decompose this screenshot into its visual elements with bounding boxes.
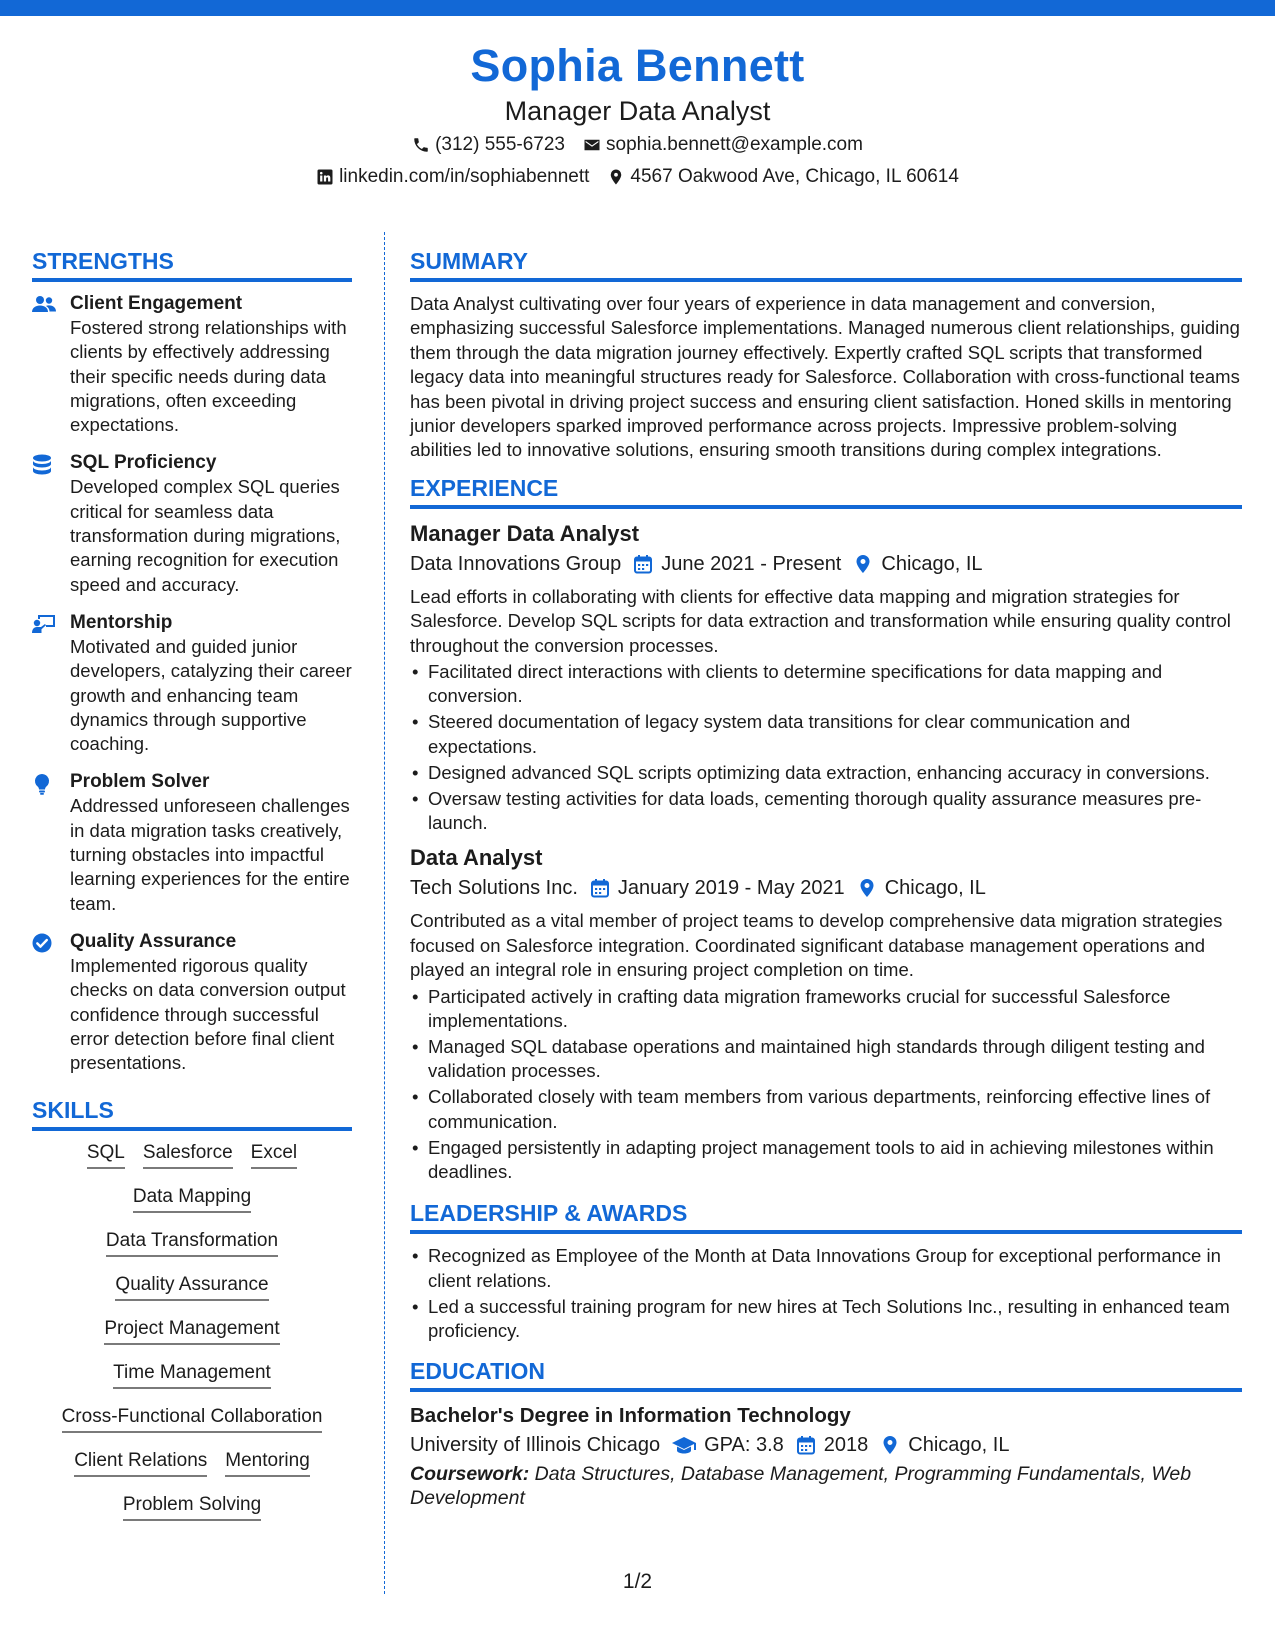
- skill-row: [32, 1493, 352, 1521]
- list-item: • Steered documentation of legacy system data transitions for clear communication and expectations.: [428, 710, 1242, 759]
- candidate-title: Manager Data Analyst: [504, 96, 771, 126]
- strength-item: [32, 611, 352, 756]
- coursework: [410, 1462, 1242, 1510]
- job-title: Manager Data Analyst: [410, 520, 640, 546]
- linkedin-text[interactable]: linkedin.com/in/sophiabennett: [339, 166, 590, 187]
- column-divider: [384, 232, 385, 1594]
- linkedin-icon: [316, 168, 334, 186]
- list-item: • Designed advanced SQL scripts optimizing data extraction, enhancing accuracy in conversions.: [428, 761, 1242, 785]
- strength-title: SQL Proficiency: [70, 452, 217, 474]
- degree-title: Bachelor's Degree in Information Technology: [410, 1403, 851, 1427]
- skill-tag: Salesforce: [143, 1141, 233, 1169]
- list-item: • Participated actively in crafting data migration frameworks crucial for successful Salesforce implementations.: [428, 985, 1242, 1034]
- strength-description: Motivated and guided junior developers, catalyzing their career growth and enhancing team dynamics through supportive coaching.: [70, 635, 352, 755]
- summary-text: Data Analyst cultivating over four years of experience in data management and conversion, emphasizing successful Salesforce implementations. Managed numerous client relationships, guiding them through the data migration journey effectively. Expertly crafted SQL scripts that transformed legacy data into meaningful structures ready for Salesforce. Collaboration with cross-functional teams has been pivotal in driving project success and ensuring client satisfaction. Honed skills in mentoring junior developers sparked improved performance across projects. Impressive problem-solving abilities led to innovative solutions, ensuring smooth transitions during complex integrations.: [410, 293, 1240, 461]
- skills-heading: SKILLS: [32, 1095, 352, 1131]
- skill-tag: Project Management: [104, 1317, 279, 1345]
- graduation-year: 2018: [823, 1433, 869, 1456]
- top-accent-bar: [0, 0, 1275, 16]
- contact-row-2: [0, 164, 1275, 190]
- map-pin-icon: [853, 554, 873, 574]
- address-contact: [607, 164, 959, 190]
- strength-title: Mentorship: [70, 611, 173, 633]
- calendar-icon: [633, 554, 653, 574]
- list-item: • Oversaw testing activities for data loads, cementing thorough quality assurance measures pre-launch.: [428, 787, 1242, 836]
- strength-item: [32, 292, 352, 437]
- job-dates: January 2019 - May 2021: [617, 877, 845, 900]
- skill-row: [32, 1229, 352, 1257]
- school-name: University of Illinois Chicago: [410, 1433, 661, 1456]
- skill-row: [32, 1141, 352, 1169]
- strength-description: Implemented rigorous quality checks on data conversion output confidence through successful error detection before final client presentations.: [70, 954, 346, 1074]
- right-column: [410, 246, 1242, 1510]
- strengths-heading: STRENGTHS: [32, 246, 352, 282]
- job-title: Data Analyst: [410, 845, 543, 871]
- job-location: Chicago, IL: [884, 877, 986, 900]
- education-meta: [410, 1430, 1242, 1460]
- phone-text: (312) 555-6723: [435, 134, 565, 155]
- strength-title: Problem Solver: [70, 771, 210, 793]
- list-item: • Recognized as Employee of the Month at Data Innovations Group for exceptional performance in client relations.: [428, 1244, 1242, 1293]
- calendar-icon: [590, 878, 610, 898]
- strength-item: [32, 930, 352, 1075]
- company-name: Data Innovations Group: [410, 552, 622, 575]
- map-pin-icon: [607, 168, 625, 186]
- email-contact[interactable]: [583, 132, 863, 158]
- users-icon: [32, 295, 56, 315]
- resume-header: [0, 40, 1275, 190]
- skill-row: [32, 1317, 352, 1345]
- list-item: • Facilitated direct interactions with clients to determine specifications for data mapping and conversion.: [428, 660, 1242, 709]
- school-location: Chicago, IL: [908, 1433, 1010, 1456]
- leadership-heading: LEADERSHIP & AWARDS: [410, 1198, 1242, 1234]
- skill-tag: Client Relations: [74, 1449, 207, 1477]
- skill-tag: Data Mapping: [133, 1185, 251, 1213]
- job-dates: June 2021 - Present: [661, 552, 842, 575]
- company-name: Tech Solutions Inc.: [410, 877, 578, 900]
- job-entry: [410, 843, 1242, 1184]
- skill-tag: Quality Assurance: [115, 1273, 268, 1301]
- coursework-label: Coursework:: [410, 1462, 530, 1485]
- phone-contact: [412, 132, 565, 158]
- summary-heading: SUMMARY: [410, 246, 1242, 282]
- envelope-icon: [583, 136, 601, 154]
- strength-item: [32, 770, 352, 915]
- experience-heading: EXPERIENCE: [410, 473, 1242, 509]
- job-bullets: [410, 985, 1242, 1185]
- leadership-bullets: [410, 1244, 1242, 1343]
- skill-tag: Problem Solving: [123, 1493, 261, 1521]
- strength-title: Quality Assurance: [70, 930, 237, 952]
- strength-description: Developed complex SQL queries critical for seamless data transformation during migrations, earning recognition for execution speed and accuracy.: [70, 476, 341, 595]
- lightbulb-icon: [32, 773, 52, 795]
- graduation-cap-icon: [672, 1435, 696, 1455]
- skill-tag: Time Management: [113, 1361, 271, 1389]
- list-item: • Led a successful training program for new hires at Tech Solutions Inc., resulting in enhanced team proficiency.: [428, 1295, 1242, 1344]
- skill-tag: Data Transformation: [106, 1229, 278, 1257]
- skill-row: [32, 1361, 352, 1389]
- map-pin-icon: [880, 1435, 900, 1455]
- contact-row-1: [0, 132, 1275, 158]
- phone-icon: [412, 136, 430, 154]
- skills-list: [32, 1141, 352, 1521]
- strength-description: Fostered strong relationships with clients by effectively addressing their specific needs during data migrations, often exceeding expectations.: [70, 317, 347, 436]
- strength-title: Client Engagement: [70, 293, 243, 314]
- job-bullets: [410, 660, 1242, 835]
- linkedin-contact[interactable]: [316, 164, 589, 190]
- address-text: 4567 Oakwood Ave, Chicago, IL 60614: [630, 166, 959, 187]
- job-location: Chicago, IL: [881, 552, 983, 575]
- list-item: • Collaborated closely with team members from various departments, reinforcing effective lines of communication.: [428, 1085, 1242, 1134]
- job-entry: [410, 519, 1242, 836]
- job-meta: [410, 873, 1242, 903]
- skill-row: [32, 1273, 352, 1301]
- strength-description: Addressed unforeseen challenges in data migration tasks creatively, turning obstacles into impactful learning experiences for the entire team.: [70, 795, 350, 914]
- skill-row: [32, 1449, 352, 1477]
- list-item: • Engaged persistently in adapting project management tools to aid in achieving milestones within deadlines.: [428, 1136, 1242, 1185]
- teacher-icon: [32, 614, 56, 634]
- skill-tag: Mentoring: [225, 1449, 310, 1477]
- coursework-list: Data Structures, Database Management, Programming Fundamentals, Web Development: [410, 1462, 1192, 1509]
- strength-item: [32, 451, 352, 596]
- skill-tag: Excel: [251, 1141, 297, 1169]
- map-pin-icon: [857, 878, 877, 898]
- list-item: • Managed SQL database operations and maintained high standards through diligent testing and validation processes.: [428, 1035, 1242, 1084]
- database-icon: [32, 454, 52, 476]
- skill-tag: SQL: [87, 1141, 125, 1169]
- gpa-text: GPA: 3.8: [704, 1433, 784, 1456]
- check-circle-icon: [32, 933, 52, 953]
- email-text[interactable]: sophia.bennett@example.com: [606, 134, 863, 155]
- job-meta: [410, 549, 1242, 579]
- calendar-icon: [796, 1435, 816, 1455]
- education-heading: EDUCATION: [410, 1356, 1242, 1392]
- skill-tag: Cross-Functional Collaboration: [62, 1405, 323, 1433]
- job-description: Lead efforts in collaborating with clients for effective data mapping and migration strategies for Salesforce. Develop SQL scripts for data extraction and transformation while ensuring quality control throughout the conversion processes.: [410, 585, 1231, 656]
- candidate-name: Sophia Bennett: [470, 40, 805, 91]
- skill-row: [32, 1185, 352, 1213]
- job-description: Contributed as a vital member of project teams to develop comprehensive data migration strategies focused on Salesforce integration. Coordinated significant database management operations and played an integral role in ensuring project completion on time.: [410, 910, 1223, 981]
- skill-row: [32, 1405, 352, 1433]
- page-number: 1/2: [622, 1570, 653, 1593]
- left-column: [32, 246, 352, 1537]
